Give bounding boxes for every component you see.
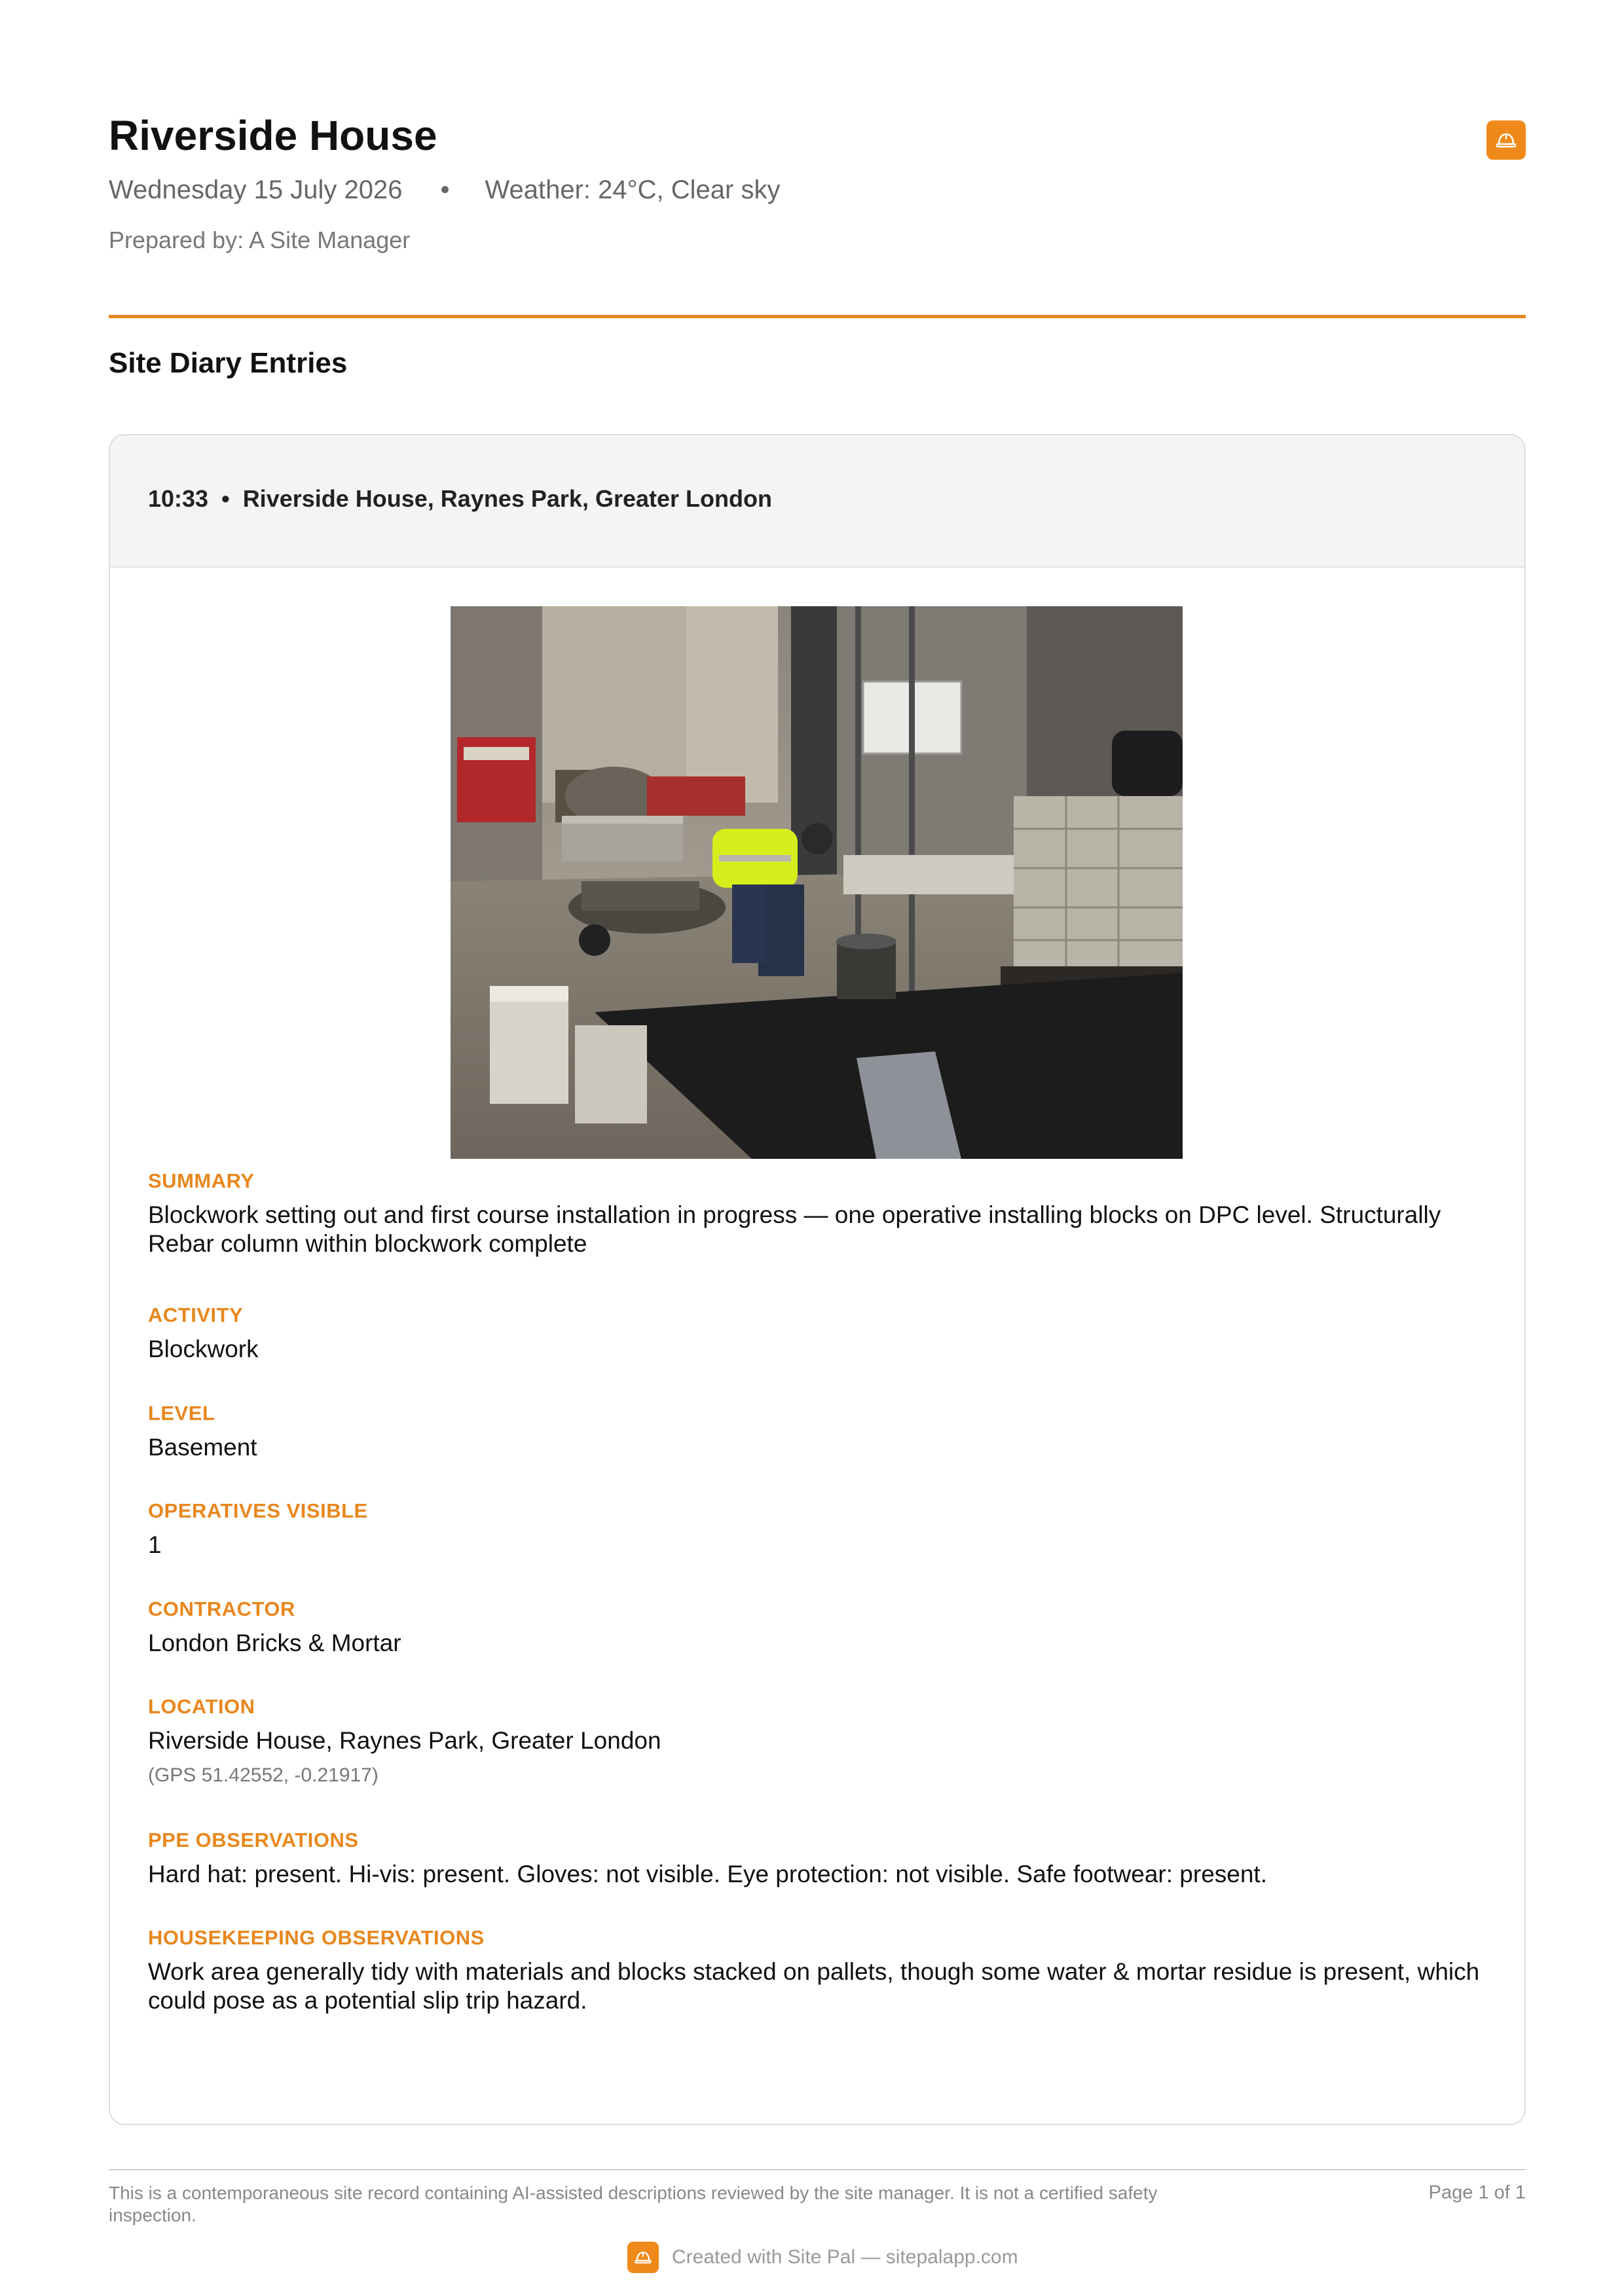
header-divider [109,315,1526,318]
activity-field [148,1303,1484,1364]
hard-hat-icon [627,2242,659,2273]
section-title: Site Diary Entries [109,347,348,379]
ppe-field [148,1829,1484,1889]
contractor-label: CONTRACTOR [148,1597,295,1620]
contractor-field [148,1597,1484,1658]
hard-hat-icon [1486,120,1526,160]
level-field [148,1402,1484,1462]
diary-entry-card [109,434,1526,2125]
level-value: Basement [148,1434,257,1461]
gps-coordinates: (GPS 51.42552, -0.21917) [148,1764,378,1786]
summary-label: SUMMARY [148,1169,255,1192]
housekeeping-label: HOUSEKEEPING OBSERVATIONS [148,1926,485,1949]
operatives-field [148,1499,1484,1559]
site-diary-page [109,0,1526,2296]
weather: Weather: 24°C, Clear sky [485,175,781,204]
report-date: Wednesday 15 July 2026 [109,175,403,204]
activity-value: Blockwork [148,1336,259,1362]
site-photo [451,606,1183,1159]
housekeeping-value: Work area generally tidy with materials and blocks stacked on pallets, though some water & mortar residue is present, which could pose as a potential slip trip hazard. [148,1958,1480,2014]
summary-value: Blockwork setting out and first course installation in progress — one operative installing blocks on DPC level. Structurally Rebar column within blockwork complete [148,1201,1441,1257]
contractor-value: London Bricks & Mortar [148,1630,401,1656]
footer-divider [109,2169,1526,2170]
entry-header [110,435,1524,568]
entry-separator: • [221,485,230,512]
credit-text[interactable]: Created with Site Pal — sitepalapp.com [672,2246,1018,2268]
summary-field [148,1169,1484,1258]
meta-separator: • [440,175,450,204]
housekeeping-field [148,1926,1484,2015]
page-number: Page 1 of 1 [1428,2182,1526,2203]
entry-heading [148,485,772,513]
page-title: Riverside House [109,112,437,159]
location-label: LOCATION [148,1695,255,1718]
location-field [148,1695,1484,1787]
entry-time: 10:33 [148,485,209,512]
report-meta [109,175,780,205]
ppe-value: Hard hat: present. Hi-vis: present. Gloves: not visible. Eye protection: not visible. Safe footwear: present. [148,1861,1267,1887]
operatives-value: 1 [148,1531,162,1558]
footer-disclaimer: This is a contemporaneous site record containing AI-assisted descriptions reviewed by the site manager. It is not a certified safety inspection. [109,2183,1158,2225]
activity-label: ACTIVITY [148,1303,244,1326]
level-label: LEVEL [148,1402,215,1425]
footer-credit [627,2242,1018,2273]
prepared-by: Prepared by: A Site Manager [109,227,411,253]
ppe-label: PPE OBSERVATIONS [148,1829,359,1851]
entry-location: Riverside House, Raynes Park, Greater London [242,485,772,512]
operatives-label: OPERATIVES VISIBLE [148,1499,368,1522]
location-value: Riverside House, Raynes Park, Greater London [148,1727,661,1754]
